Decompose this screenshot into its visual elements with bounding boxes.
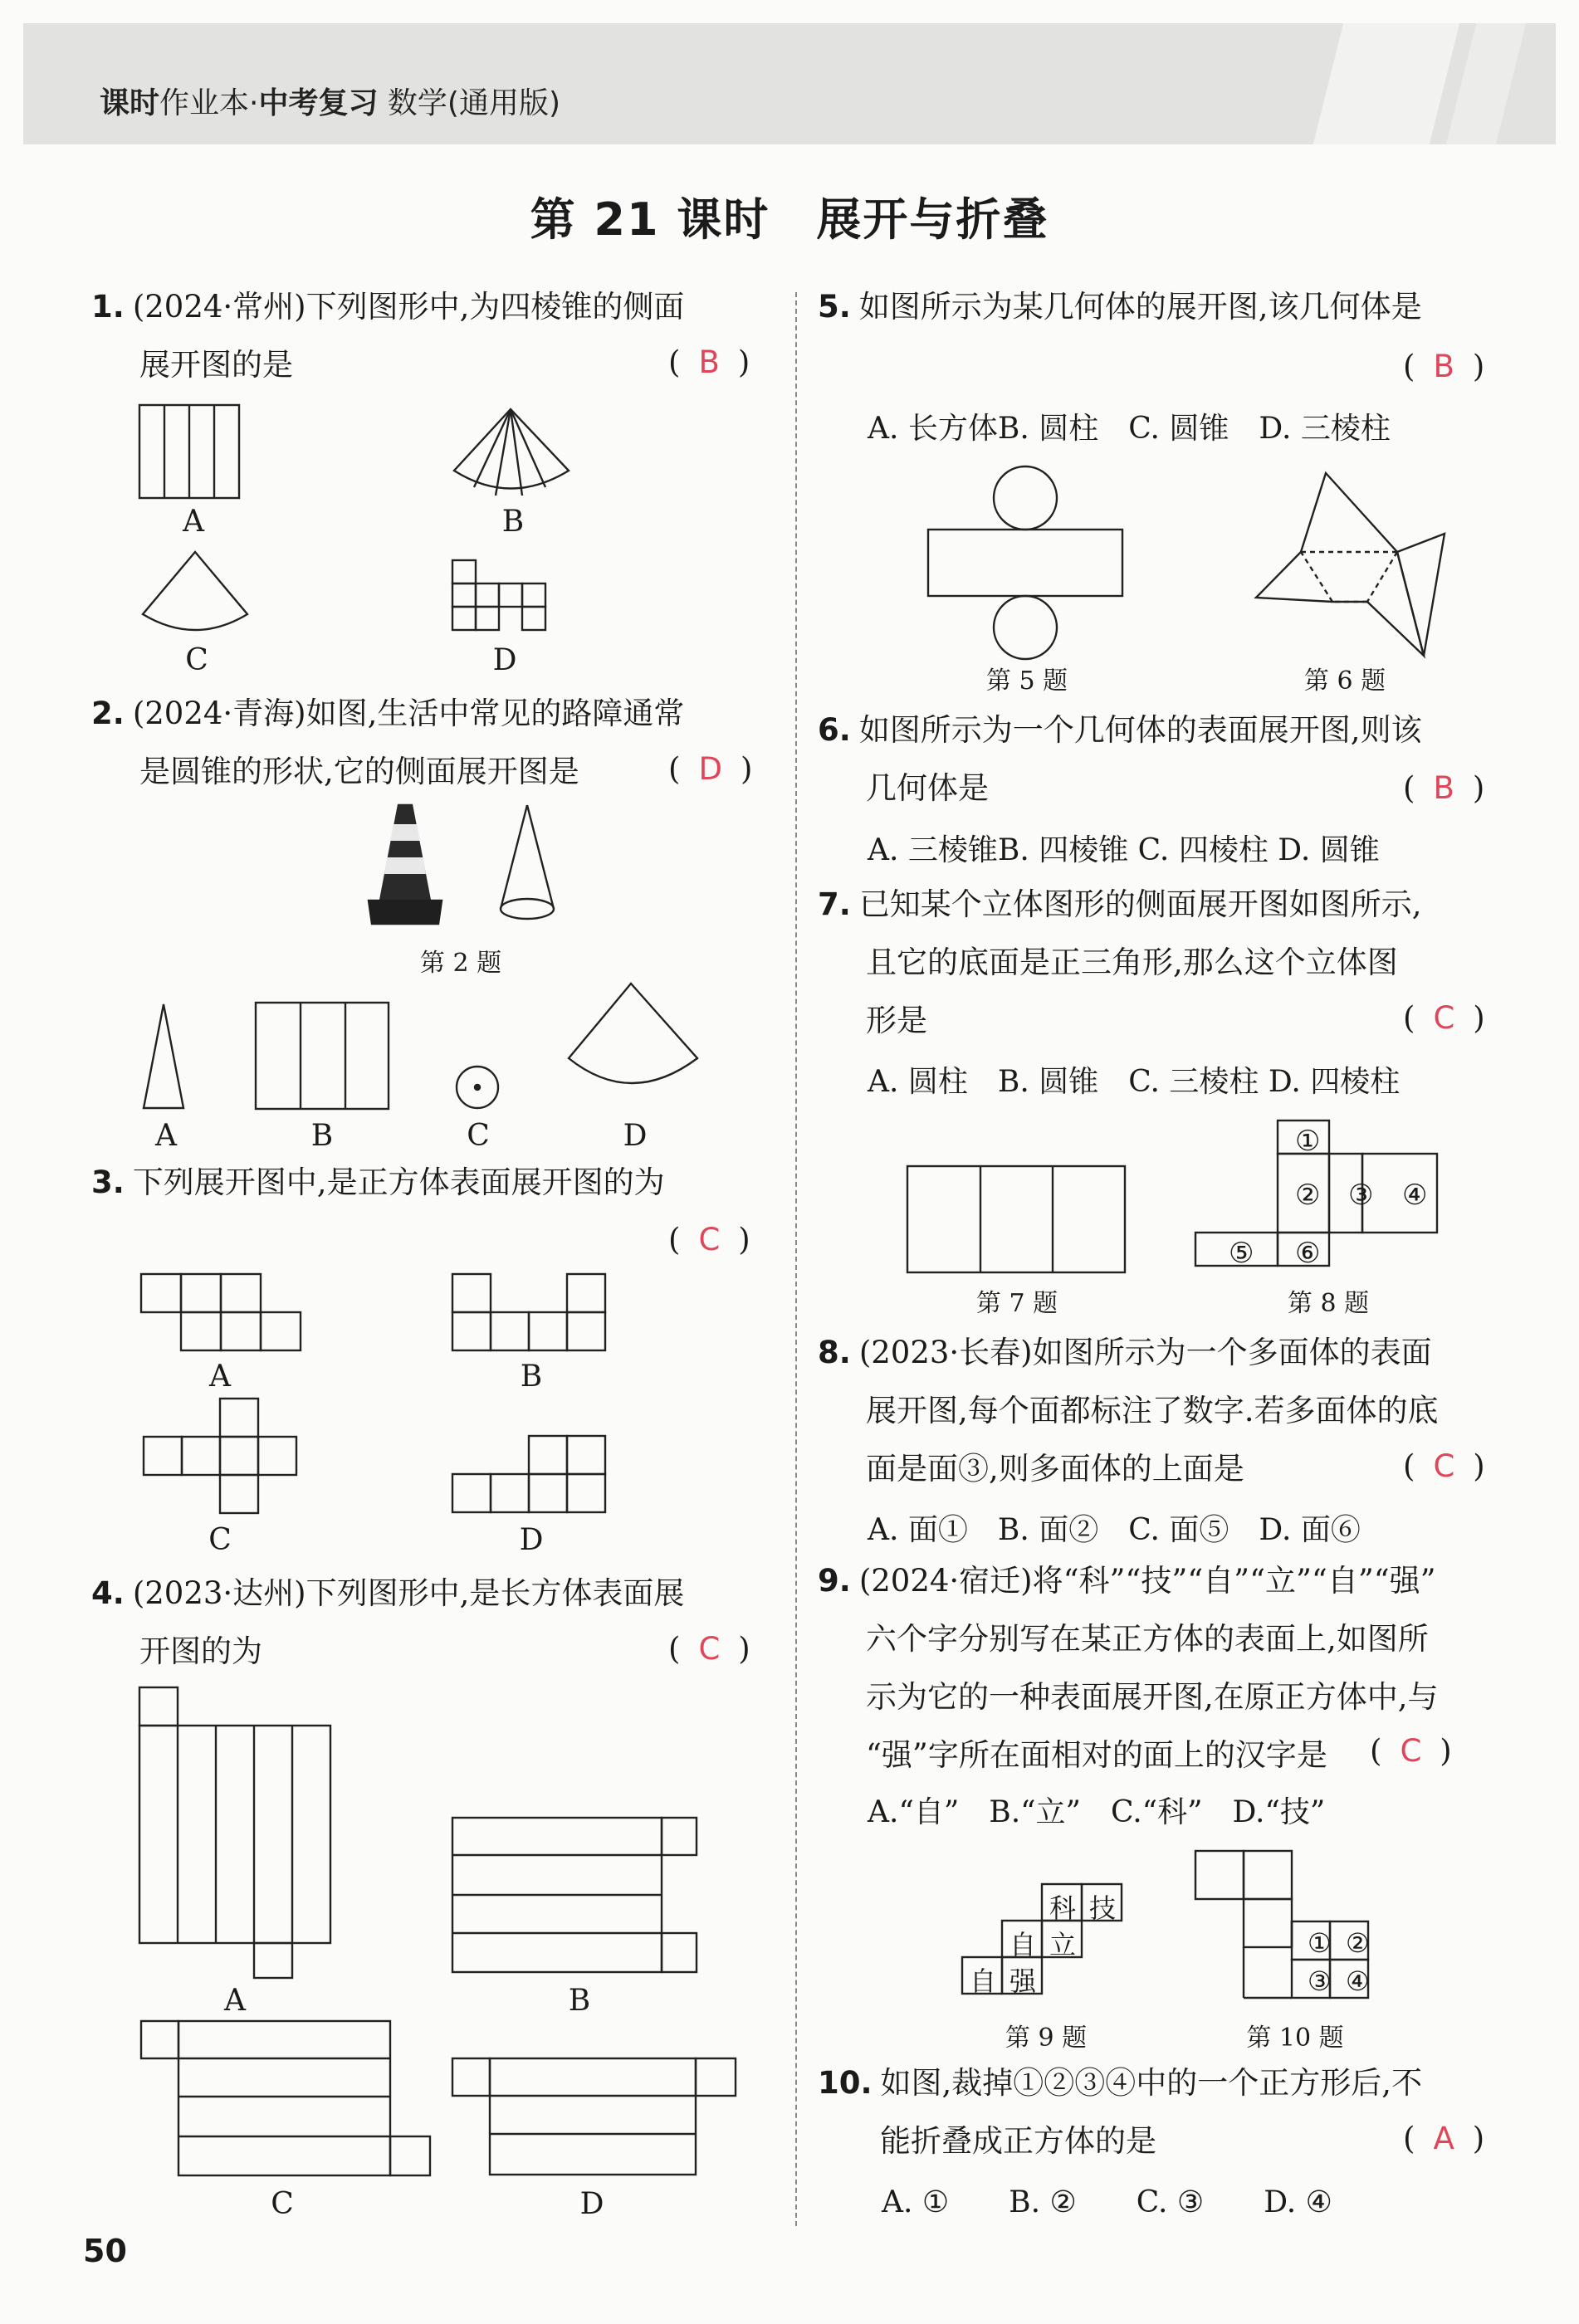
figure-q1-a-rectangles (133, 398, 249, 498)
question-number: 3. (91, 1164, 125, 1200)
question-number: 7. (818, 886, 851, 922)
question-7 (818, 876, 1422, 1050)
question-text-line2: 是圆锥的形状,它的侧面展开图是 (139, 754, 579, 789)
question-9 (818, 1552, 1439, 1784)
question-text: 如图,裁掉①②③④中的一个正方形后,不 (880, 2065, 1423, 2101)
option-label: A (183, 505, 204, 539)
question-text-line2: 开图的为 (139, 1633, 262, 1669)
question-3 (91, 1154, 665, 1212)
face-4: ④ (1402, 1179, 1428, 1212)
answer-value: C (1400, 1733, 1422, 1769)
cell-zi-1: 自 (1009, 1929, 1037, 1960)
options-8: A. 面① B. 面② C. 面⑤ D. 面⑥ (868, 1513, 1361, 1547)
book-subject: 数学(通用版) (378, 86, 561, 120)
question-text-line3: 示为它的一种表面展开图,在原正方体中,与 (866, 1679, 1439, 1715)
answer-3: ( C ) (668, 1222, 750, 1257)
question-text: (2024·宿迁)将“科”“技”“自”“立”“自”“强” (858, 1563, 1436, 1599)
question-text-line4: “强”字所在面相对的面上的汉字是 (866, 1737, 1327, 1773)
book-title-part2: 作业本· (159, 86, 259, 120)
face-6: ⑥ (1295, 1237, 1321, 1270)
option-label: D (623, 1119, 648, 1153)
figure-q10-cube-net (1191, 1847, 1407, 2021)
question-number: 8. (818, 1335, 851, 1370)
option-label: B (310, 1119, 334, 1153)
figure-caption: 第 5 题 (985, 666, 1068, 696)
question-text: (2024·青海)如图,生活中常见的路障通常 (132, 696, 685, 731)
cell-4: ④ (1346, 1965, 1370, 1997)
question-number: 4. (91, 1575, 125, 1611)
answer-2: ( D ) (668, 751, 753, 787)
face-2: ② (1295, 1179, 1321, 1212)
figure-caption: 第 9 题 (1005, 2024, 1088, 2053)
option-label: C (467, 1119, 490, 1153)
traffic-cone-photo (365, 801, 448, 934)
figure-q4-b-net (448, 1814, 706, 1980)
option-label: C (208, 1523, 232, 1557)
figure-caption: 第 8 题 (1287, 1289, 1370, 1318)
question-2 (91, 685, 684, 801)
answer-8: ( C ) (1403, 1448, 1485, 1484)
answer-value: C (1433, 1000, 1455, 1036)
question-number: 10. (818, 2065, 873, 2101)
figure-q2-c-circle (452, 1062, 502, 1112)
answer-value: D (698, 751, 722, 787)
answer-value: A (1433, 2121, 1454, 2156)
question-text: 已知某个立体图形的侧面展开图如图所示, (858, 886, 1422, 922)
question-8 (818, 1324, 1439, 1498)
figure-q1-c-sector (137, 548, 262, 639)
figure-q2-b-rectangles (249, 996, 398, 1112)
answer-10: ( A ) (1403, 2121, 1485, 2156)
figure-q2-d-sector (560, 979, 710, 1112)
figure-q4-c-net (137, 2017, 436, 2183)
cell-qiang: 强 (1009, 1965, 1037, 1997)
figure-q3-d-net (448, 1432, 614, 1523)
question-number: 5. (818, 289, 851, 325)
question-number: 9. (818, 1563, 851, 1599)
option-label: B (568, 1984, 591, 2018)
answer-4: ( C ) (668, 1631, 750, 1667)
option-label: A (209, 1360, 231, 1394)
book-title-part3: 中考复习 (258, 86, 379, 120)
figure-q4-a-net (133, 1681, 340, 1980)
option-label: C (185, 643, 208, 677)
figure-q4-d-net (448, 2054, 747, 2179)
figure-q7-prism-net (903, 1162, 1127, 1278)
question-number: 6. (818, 712, 851, 748)
question-1 (91, 278, 684, 394)
answer-7: ( C ) (1403, 1000, 1485, 1036)
column-divider (795, 292, 797, 2226)
cell-3: ③ (1308, 1965, 1332, 1997)
figure-q3-b-net (448, 1270, 614, 1361)
figure-q3-a-net (137, 1270, 303, 1361)
answer-value: C (698, 1631, 721, 1667)
question-text: 下列展开图中,是正方体表面展开图的为 (132, 1164, 665, 1200)
question-text: 如图所示为某几何体的展开图,该几何体是 (858, 289, 1422, 325)
question-text-line2: 展开图,每个面都标注了数字.若多面体的底 (866, 1393, 1439, 1428)
answer-9: ( C ) (1370, 1733, 1452, 1769)
answer-value: C (1433, 1448, 1455, 1484)
face-5: ⑤ (1229, 1237, 1254, 1270)
option-label: D (579, 2187, 604, 2221)
question-text: (2024·常州)下列图形中,为四棱锥的侧面 (132, 289, 685, 325)
option-label: A (224, 1984, 246, 2018)
options-5: A. 长方体B. 圆柱 C. 圆锥 D. 三棱柱 (868, 412, 1391, 446)
answer-5: ( B ) (1403, 349, 1485, 384)
options-9: A.“自” B.“立” C.“科” D.“技” (868, 1795, 1326, 1829)
question-text: (2023·长春)如图所示为一个多面体的表面 (858, 1335, 1432, 1370)
figure-caption: 第 6 题 (1303, 666, 1386, 696)
figure-q3-c-cross-net (137, 1394, 303, 1519)
answer-value: C (698, 1222, 721, 1257)
answer-6: ( B ) (1403, 770, 1485, 806)
figure-caption: 第 7 题 (975, 1289, 1058, 1318)
figure-q1-b-pyramid-net (444, 403, 585, 502)
answer-value: B (1433, 349, 1454, 384)
book-title-part1: 课时 (100, 86, 160, 120)
question-text: (2023·达州)下列图形中,是长方体表面展 (132, 1575, 685, 1611)
cell-2: ② (1346, 1927, 1370, 1959)
question-text-line2: 六个字分别写在某正方体的表面上,如图所 (866, 1621, 1429, 1657)
face-3: ③ (1348, 1179, 1374, 1212)
cell-ji: 技 (1089, 1892, 1117, 1924)
figure-caption: 第 2 题 (419, 949, 502, 978)
question-text-line2: 能折叠成正方体的是 (880, 2123, 1156, 2159)
question-text-line3: 形是 (866, 1003, 927, 1038)
figure-q6-pyramid-net (1249, 469, 1449, 660)
figure-caption: 第 10 题 (1246, 2024, 1344, 2053)
book-title (100, 80, 560, 122)
question-text-line2: 几何体是 (866, 770, 989, 806)
option-label: C (271, 2187, 294, 2221)
answer-value: B (698, 344, 720, 380)
option-label: D (519, 1523, 544, 1557)
options-7: A. 圆柱 B. 圆锥 C. 三棱柱 D. 四棱柱 (868, 1065, 1401, 1099)
option-label: B (520, 1360, 543, 1394)
question-number: 2. (91, 696, 125, 731)
cone-drawing (494, 801, 569, 934)
lesson-title: 第 21 课时 展开与折叠 (530, 193, 1049, 246)
options-10: A. ① B. ② C. ③ D. ④ (882, 2185, 1332, 2219)
cell-li: 立 (1049, 1929, 1077, 1960)
option-label: B (501, 505, 525, 539)
question-4 (91, 1565, 684, 1681)
question-5 (818, 278, 1422, 336)
question-text: 如图所示为一个几何体的表面展开图,则该 (858, 712, 1422, 748)
cell-1: ① (1308, 1927, 1332, 1959)
options-6: A. 三棱锥B. 四棱锥 C. 四棱柱 D. 圆锥 (868, 833, 1380, 867)
question-text-line3: 面是面③,则多面体的上面是 (866, 1451, 1244, 1487)
cell-zi-2: 自 (970, 1965, 997, 1997)
answer-1: ( B ) (668, 344, 750, 380)
option-label: D (492, 643, 517, 677)
cell-ke: 科 (1049, 1892, 1077, 1924)
question-text-line2: 展开图的是 (139, 347, 293, 383)
question-6 (818, 701, 1422, 818)
figure-q5-cylinder-net (921, 465, 1129, 664)
face-1: ① (1295, 1125, 1321, 1158)
page-number: 50 (83, 2233, 127, 2269)
answer-value: B (1433, 770, 1454, 806)
question-text-line2: 且它的底面是正三角形,那么这个立体图 (866, 945, 1398, 980)
option-label: A (155, 1119, 177, 1153)
figure-q2-a-triangle (137, 1000, 195, 1116)
figure-q1-d-cube-net (448, 556, 565, 647)
question-number: 1. (91, 289, 125, 325)
question-10 (818, 2054, 1422, 2170)
